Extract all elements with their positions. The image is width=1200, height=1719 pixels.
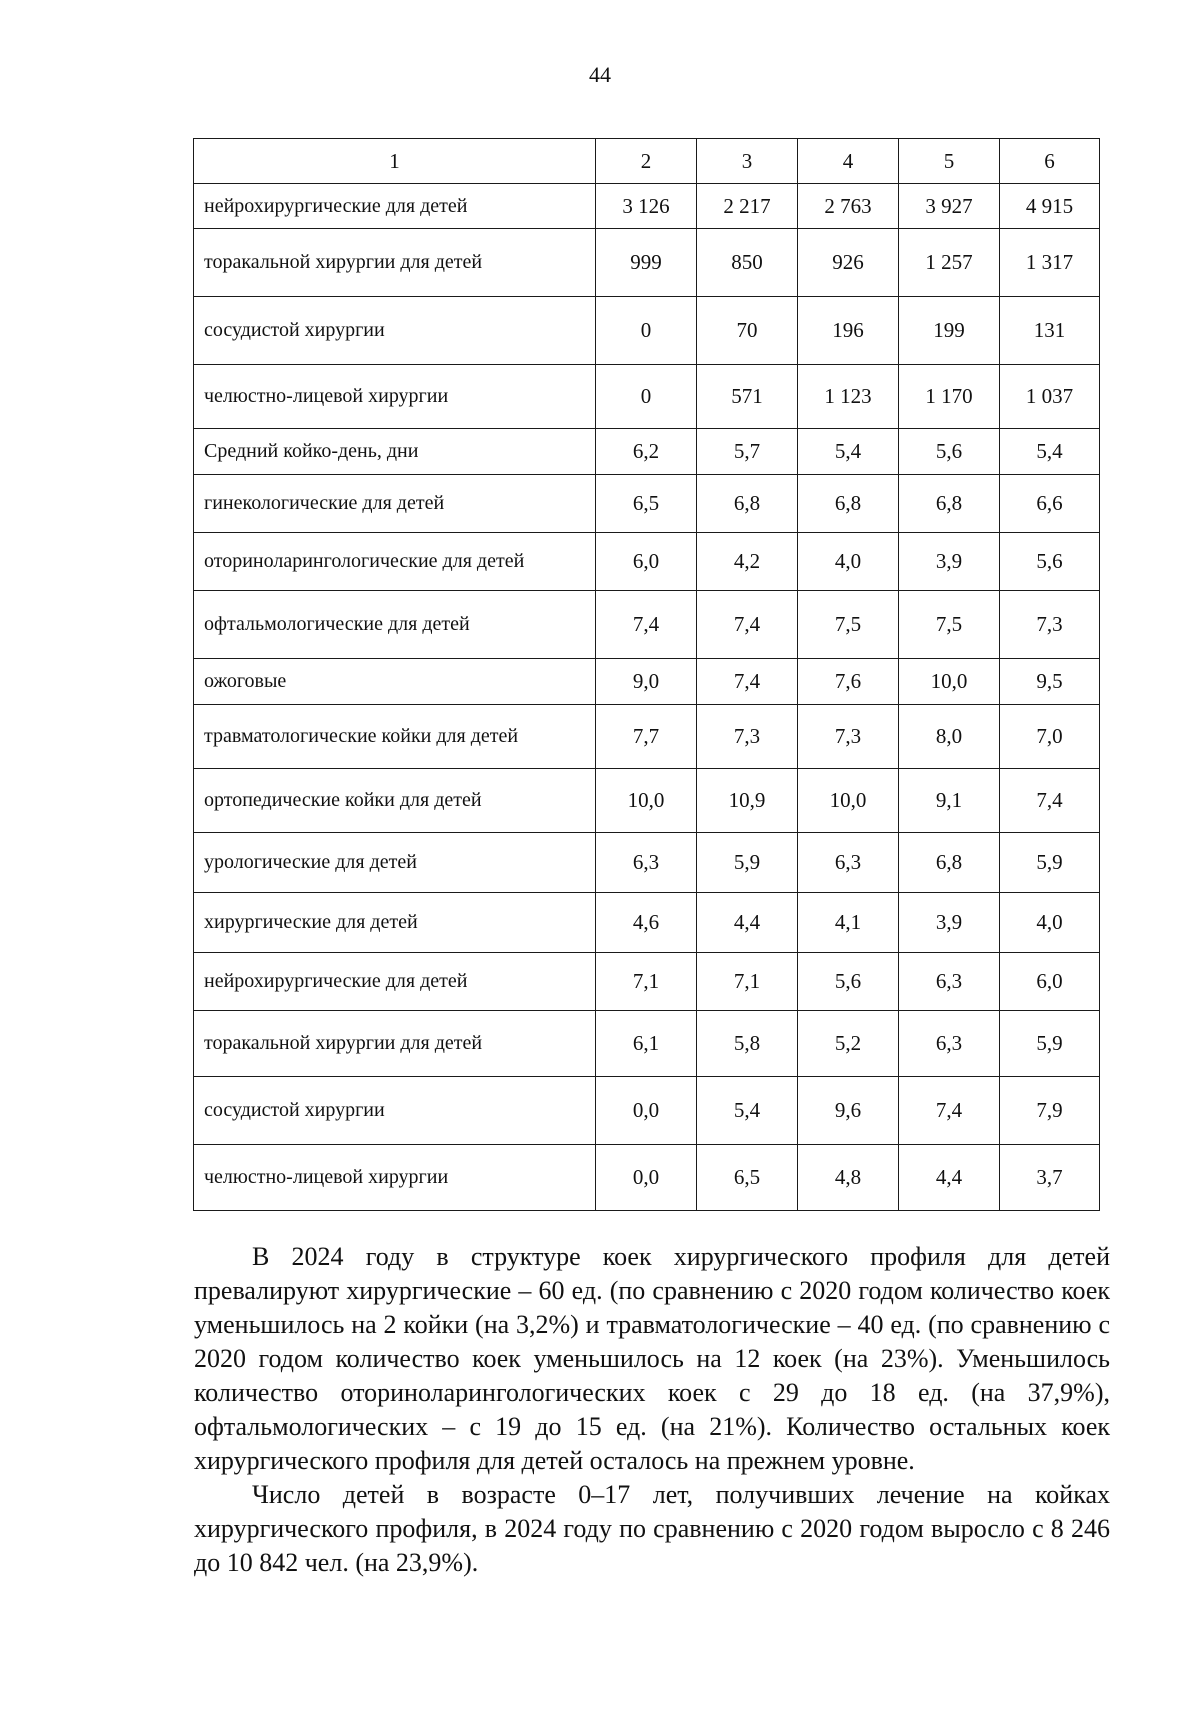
value-cell: 3 126 [596,184,697,229]
value-cell: 5,9 [1000,833,1100,893]
row-label: челюстно-лицевой хирургии [194,365,596,429]
value-cell: 6,3 [596,833,697,893]
value-cell: 7,4 [697,659,798,705]
value-cell: 9,0 [596,659,697,705]
value-cell: 4,0 [1000,893,1100,953]
value-cell: 199 [899,297,1000,365]
row-label: ортопедические койки для детей [194,769,596,833]
value-cell: 850 [697,229,798,297]
table-row [194,769,1100,833]
value-cell: 7,5 [899,591,1000,659]
value-cell: 5,8 [697,1011,798,1077]
value-cell: 131 [1000,297,1100,365]
value-cell: 5,6 [1000,533,1100,591]
row-label: нейрохирургические для детей [194,184,596,229]
table-row [194,184,1100,229]
value-cell: 571 [697,365,798,429]
paragraph: В 2024 году в структуре коек хирургического профиля для детей превалируют хирургические – 60 ед. (по сравнению с 2020 годом количество коек уменьшилось на 2 койки (на 3,2%) и травматологические – 40 ед. (по сравнению с 2020 годом количество коек уменьшилось на 12 коек (на 23%). Уменьшилось количество оториноларингологических коек с 29 до 18 ед. (на 37,9%), офтальмологических – с 19 до 15 ед. (на 21%). Количество остальных коек хирургического профиля для детей осталось на прежнем уровне. [194,1242,1110,1475]
table-row [194,1011,1100,1077]
value-cell: 5,4 [697,1077,798,1145]
table-header-row [194,139,1100,184]
value-cell: 7,4 [899,1077,1000,1145]
table-row [194,297,1100,365]
row-label: торакальной хирургии для детей [194,1011,596,1077]
table-row [194,833,1100,893]
value-cell: 1 317 [1000,229,1100,297]
value-cell: 6,8 [899,833,1000,893]
value-cell: 4,0 [798,533,899,591]
value-cell: 4,6 [596,893,697,953]
row-label: челюстно-лицевой хирургии [194,1145,596,1211]
value-cell: 4,4 [697,893,798,953]
value-cell: 5,4 [798,429,899,475]
value-cell: 6,0 [1000,953,1100,1011]
row-label: офтальмологические для детей [194,591,596,659]
value-cell: 3 927 [899,184,1000,229]
page-number: 44 [589,62,611,87]
value-cell: 0,0 [596,1077,697,1145]
value-cell: 7,0 [1000,705,1100,769]
value-cell: 6,3 [899,1011,1000,1077]
value-cell: 1 170 [899,365,1000,429]
row-label: сосудистой хирургии [194,297,596,365]
row-label: урологические для детей [194,833,596,893]
value-cell: 5,4 [1000,429,1100,475]
table-row [194,429,1100,475]
value-cell: 6,5 [697,1145,798,1211]
table-row [194,229,1100,297]
table-row [194,953,1100,1011]
body-text [194,1240,1110,1580]
row-label: торакальной хирургии для детей [194,229,596,297]
value-cell: 6,0 [596,533,697,591]
table-row [194,365,1100,429]
value-cell: 5,9 [1000,1011,1100,1077]
header-cell: 1 [194,139,596,184]
value-cell: 10,0 [899,659,1000,705]
value-cell: 7,9 [1000,1077,1100,1145]
row-label: ожоговые [194,659,596,705]
value-cell: 0 [596,365,697,429]
table-row [194,893,1100,953]
value-cell: 1 257 [899,229,1000,297]
row-label: нейрохирургические для детей [194,953,596,1011]
table-row [194,475,1100,533]
value-cell: 7,4 [596,591,697,659]
value-cell: 4,4 [899,1145,1000,1211]
value-cell: 2 217 [697,184,798,229]
value-cell: 7,1 [697,953,798,1011]
value-cell: 1 037 [1000,365,1100,429]
value-cell: 5,7 [697,429,798,475]
table-row [194,659,1100,705]
value-cell: 2 763 [798,184,899,229]
table-row [194,533,1100,591]
value-cell: 9,5 [1000,659,1100,705]
value-cell: 7,7 [596,705,697,769]
value-cell: 10,9 [697,769,798,833]
value-cell: 926 [798,229,899,297]
value-cell: 6,2 [596,429,697,475]
header-cell: 2 [596,139,697,184]
value-cell: 7,6 [798,659,899,705]
row-label: оториноларингологические для детей [194,533,596,591]
row-label: Средний койко-день, дни [194,429,596,475]
row-label: гинекологические для детей [194,475,596,533]
value-cell: 10,0 [798,769,899,833]
value-cell: 3,7 [1000,1145,1100,1211]
paragraph: Число детей в возрасте 0–17 лет, получивших лечение на койках хирургического профиля, в 2024 году по сравнению с 2020 годом выросло с 8 246 до 10 842 чел. (на 23,9%). [194,1480,1110,1577]
value-cell: 4,2 [697,533,798,591]
row-label: хирургические для детей [194,893,596,953]
value-cell: 6,8 [899,475,1000,533]
value-cell: 10,0 [596,769,697,833]
value-cell: 6,8 [697,475,798,533]
table-row [194,1145,1100,1211]
value-cell: 8,0 [899,705,1000,769]
value-cell: 7,3 [798,705,899,769]
value-cell: 6,3 [899,953,1000,1011]
value-cell: 5,6 [798,953,899,1011]
header-cell: 3 [697,139,798,184]
header-cell: 6 [1000,139,1100,184]
table-row [194,1077,1100,1145]
value-cell: 0,0 [596,1145,697,1211]
row-label: сосудистой хирургии [194,1077,596,1145]
value-cell: 6,5 [596,475,697,533]
value-cell: 6,1 [596,1011,697,1077]
value-cell: 6,3 [798,833,899,893]
data-table [193,138,1100,1211]
value-cell: 5,6 [899,429,1000,475]
value-cell: 4,8 [798,1145,899,1211]
value-cell: 6,8 [798,475,899,533]
value-cell: 9,6 [798,1077,899,1145]
value-cell: 7,4 [697,591,798,659]
value-cell: 7,3 [697,705,798,769]
value-cell: 7,5 [798,591,899,659]
value-cell: 3,9 [899,533,1000,591]
value-cell: 70 [697,297,798,365]
value-cell: 999 [596,229,697,297]
value-cell: 196 [798,297,899,365]
value-cell: 7,1 [596,953,697,1011]
value-cell: 1 123 [798,365,899,429]
value-cell: 3,9 [899,893,1000,953]
value-cell: 0 [596,297,697,365]
header-cell: 5 [899,139,1000,184]
value-cell: 7,4 [1000,769,1100,833]
value-cell: 4 915 [1000,184,1100,229]
value-cell: 4,1 [798,893,899,953]
header-cell: 4 [798,139,899,184]
row-label: травматологические койки для детей [194,705,596,769]
value-cell: 9,1 [899,769,1000,833]
value-cell: 5,2 [798,1011,899,1077]
value-cell: 5,9 [697,833,798,893]
value-cell: 6,6 [1000,475,1100,533]
table-row [194,705,1100,769]
table-row [194,591,1100,659]
value-cell: 7,3 [1000,591,1100,659]
